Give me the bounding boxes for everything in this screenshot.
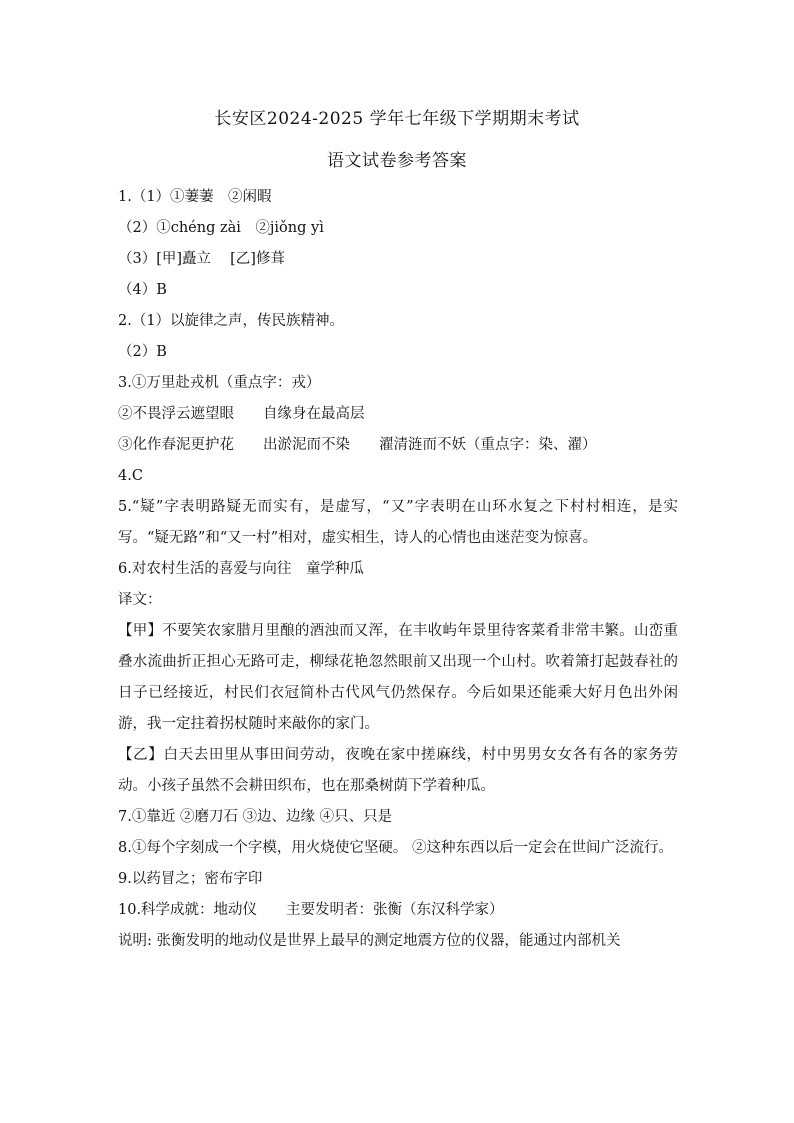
answer-line: 7.①靠近 ②磨刀石 ③边、边缘 ④只、只是	[118, 809, 393, 825]
document-title: 长安区2024-2025 学年七年级下学期期末考试	[214, 109, 580, 129]
answer-line: 4.C	[118, 468, 143, 484]
answer-line: 2.（1）以旋律之声，传民族精神。	[118, 313, 345, 329]
answer-line: 3.①万里赴戎机（重点字：戎）	[118, 375, 321, 391]
answer-line: ②不畏浮云遮望眼 自缘身在最高层	[118, 406, 365, 422]
answer-line: （4）B	[118, 282, 167, 298]
answer-paragraph: 8.①每个字刻成一个字模，用火烧使它坚硬。 ②这种东西以后一定会在世间广泛流行。	[118, 840, 673, 856]
document-subtitle: 语文试卷参考答案	[327, 151, 467, 171]
answer-line: （3）[甲]矗立 [乙]修葺	[118, 251, 285, 267]
answer-content	[118, 182, 678, 957]
answer-line: （2）①chéng zài ②jiǒng yì	[118, 220, 324, 236]
answer-line: 9.以药冒之；密布字印	[118, 871, 263, 887]
translation-paragraph-yi: 【乙】白天去田里从事田间劳动，夜晚在家中搓麻线，村中男男女女各有各的家务劳动。小孩子虽然不会耕田织布，也在那桑树荫下学着种瓜。	[118, 747, 678, 794]
answer-paragraph: 5.“疑”字表明路疑无而实有，是虚写，“又”字表明在山环水复之下村村相连，是实写。“疑无路”和“又一村”相对，虚实相生，诗人的心情也由迷茫变为惊喜。	[118, 499, 678, 546]
answer-line: （2）B	[118, 344, 167, 360]
answer-line: ③化作春泥更护花 出淤泥而不染 濯清涟而不妖（重点字：染、濯）	[118, 437, 597, 453]
answer-line: 译文：	[118, 592, 162, 608]
answer-line: 6.对农村生活的喜爱与向往 童学种瓜	[118, 561, 364, 577]
answer-line: 10.科学成就：地动仪 主要发明者：张衡（东汉科学家）	[118, 902, 504, 918]
answer-line: 1.（1）①萋萋 ②闲暇	[118, 189, 272, 205]
translation-paragraph-jia: 【甲】不要笑农家腊月里酿的酒浊而又浑，在丰收屿年景里待客菜肴非常丰繁。山峦重叠水流曲折正担心无路可走，柳绿花艳忽然眼前又出现一个山村。吹着箫打起鼓春社的日子已经接近，村民们衣冠简朴古代风气仍然保存。今后如果还能乘大好月色出外闲游，我一定拄着拐杖随时来敲你的家门。	[118, 623, 678, 732]
answer-line: 说明: 张衡发明的地动仪是世界上最早的测定地震方位的仪器，能通过内部机关	[118, 933, 621, 949]
